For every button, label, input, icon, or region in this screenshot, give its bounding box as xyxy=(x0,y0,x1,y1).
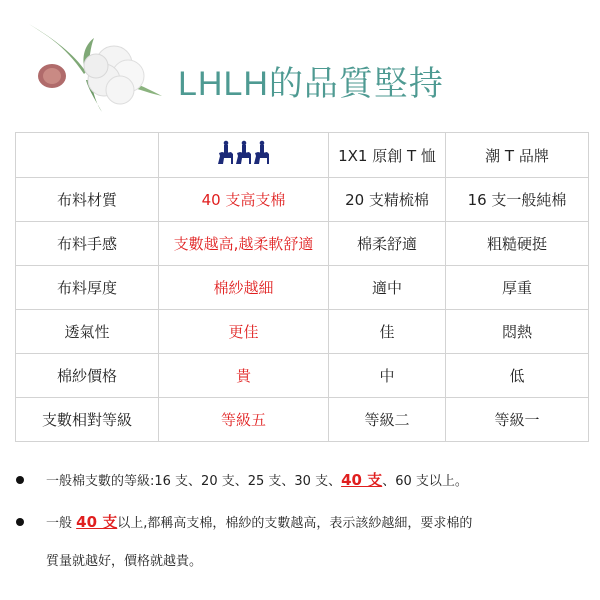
highlight-40-count: 40 支 xyxy=(341,471,383,489)
brand-value: 貴 xyxy=(159,354,329,398)
bullet-icon xyxy=(16,476,24,484)
row-label: 透氣性 xyxy=(16,310,159,354)
cotton-flower-image xyxy=(24,14,164,114)
table-header-row xyxy=(16,133,589,178)
low-value: 悶熱 xyxy=(446,310,589,354)
table-row xyxy=(16,222,589,266)
brand-value: 支數越高,越柔軟舒適 xyxy=(159,222,329,266)
horse-riders-logo-icon xyxy=(216,140,272,166)
note-high-count-cotton: 一般 40 支以上,都稱高支棉，棉紗的支數越高，表示該紗越細，要求棉的 xyxy=(14,512,594,534)
header-empty-cell xyxy=(16,133,159,178)
note-yarn-count-levels: 一般棉支數的等級:16 支、20 支、25 支、30 支、40 支、60 支以上。 xyxy=(14,470,594,492)
table-row xyxy=(16,266,589,310)
low-value: 16 支一般純棉 xyxy=(446,178,589,222)
mid-value: 中 xyxy=(329,354,446,398)
brand-value: 等級五 xyxy=(159,398,329,442)
low-value: 粗糙硬挺 xyxy=(446,222,589,266)
table-row xyxy=(16,178,589,222)
mid-value: 等級二 xyxy=(329,398,446,442)
table-row xyxy=(16,310,589,354)
note-continuation: 質量就越好，價格就越貴。 xyxy=(46,554,203,569)
notes-section xyxy=(14,470,594,572)
table-row xyxy=(16,398,589,442)
row-label: 支數相對等級 xyxy=(16,398,159,442)
bullet-icon xyxy=(16,518,24,526)
header-trend-brand: 潮 T 品牌 xyxy=(446,133,589,178)
brand-value: 棉紗越細 xyxy=(159,266,329,310)
brand-logo-cell xyxy=(159,133,329,178)
row-label: 布料材質 xyxy=(16,178,159,222)
page-title: LHLH的品質堅持 xyxy=(178,65,444,103)
mid-value: 棉柔舒適 xyxy=(329,222,446,266)
row-label: 布料手感 xyxy=(16,222,159,266)
highlight-40-count: 40 支 xyxy=(76,513,118,531)
comparison-table xyxy=(15,132,589,442)
brand-value: 40 支高支棉 xyxy=(159,178,329,222)
table-row xyxy=(16,354,589,398)
brand-value: 更佳 xyxy=(159,310,329,354)
low-value: 低 xyxy=(446,354,589,398)
low-value: 等級一 xyxy=(446,398,589,442)
header xyxy=(0,0,600,120)
row-label: 布料厚度 xyxy=(16,266,159,310)
row-label: 棉紗價格 xyxy=(16,354,159,398)
header-1x1-original: 1X1 原創 T 恤 xyxy=(329,133,446,178)
mid-value: 佳 xyxy=(329,310,446,354)
mid-value: 20 支精梳棉 xyxy=(329,178,446,222)
mid-value: 適中 xyxy=(329,266,446,310)
low-value: 厚重 xyxy=(446,266,589,310)
